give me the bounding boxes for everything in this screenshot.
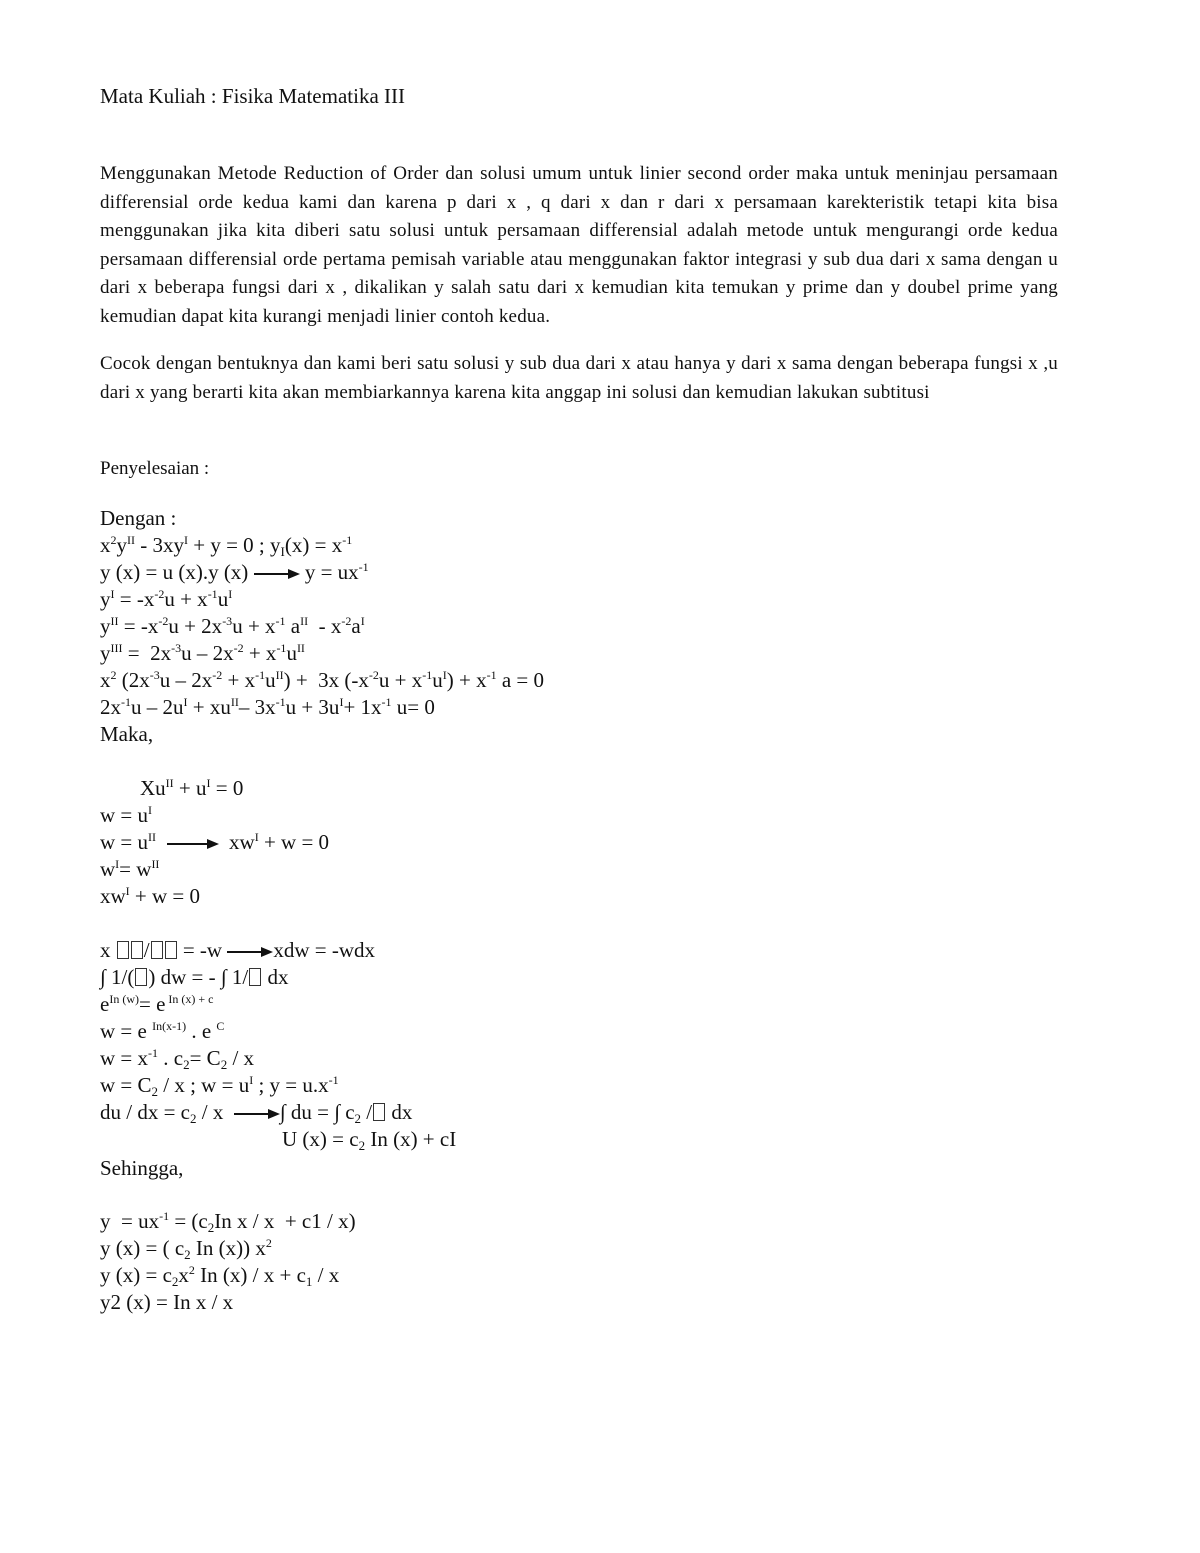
maka-label: Maka, xyxy=(100,722,154,746)
equation-line: $w = C_2 / x$ ; $w = u^I$ ; $y = u.x^{-1}$ xyxy=(100,1073,339,1099)
arrow-right-icon xyxy=(167,839,219,849)
paragraph-intro: Menggunakan Metode Reduction of Order dan solusi umum untuk linier second order maka untuk meninjau persamaan differensial orde kedua kami dan karena p dari x , q dari x dan r dari x persamaan karekteristik tetapi kita bisa menggunakan jika kita diberi satu solusi untuk persamaan differensial adalah metode untuk mengurangi orde kedua persamaan differensial orde pertama pemisah variable atau menggunakan faktor integrasi y sub dua dari x sama dengan u dari x beberapa fungsi dari x , dikalikan y salah satu dari x kemudian kita temukan y prime dan y doubel prime yang kemudian dapat kita kurangi menjadi linier contoh kedua. xyxy=(100,163,1058,327)
equation-line: x / = -w xdw = -wdx xyxy=(100,938,376,962)
equation-line: $y^I = -x^{-2}u + x^{-1}u^I$ xyxy=(100,587,233,611)
equation-line: $e^{In (w)}= e$ $^{In (x) + c}$ xyxy=(100,992,214,1016)
equation-line: y $(x) = c_2x^2$ In $(x) / x + c_1 / x$ xyxy=(100,1263,340,1289)
equation-line: $w = u^{II}$ $xw^I + w = 0$ xyxy=(100,830,330,854)
arrow-right-icon xyxy=(227,947,273,957)
equation-line: w = e $^{In(x-1)}$ . e $^C$ xyxy=(100,1019,225,1043)
equation-line: y (x) = ( $c_2$ In (x)) $x^2$ xyxy=(100,1236,272,1262)
sehingga-label: Sehingga, xyxy=(100,1156,184,1180)
equation-line: U $(x) = c_2$ In (x) + cI xyxy=(282,1127,457,1153)
equation-line: $w^I= w^{II}$ xyxy=(100,857,160,881)
equation-line: $y = ux^{-1} = (c_2In$ x / x + c1 / x) xyxy=(100,1209,356,1235)
equation-line: du / dx = $c_2$ / x ∫ du = ∫ $c_2$ / dx xyxy=(100,1100,413,1126)
equation-line: ∫ 1/( ) dw = - ∫ 1/ dx xyxy=(100,965,289,989)
equation-line: y (x) = u (x).y (x) $y = ux^{-1}$ xyxy=(100,560,369,584)
arrow-right-icon xyxy=(254,569,300,579)
equation-line: $w = u^I$ xyxy=(100,803,153,827)
equation-line: $y^{III} = 2x^{-3}u - 2x^{-2} + x^{-1}u^{II}$ xyxy=(100,641,305,665)
equation-line: y2 (x) = In x / x xyxy=(100,1290,234,1314)
equation-line: $w = x^{-1}$ . $c_2= C_2 / x$ xyxy=(100,1046,255,1072)
equation-line: $x^2y^{II} - 3xy^I + y = 0$ ; $y_I(x) = x^{-1}$ xyxy=(100,533,353,559)
penyelesaian-label: Penyelesaian : xyxy=(100,458,210,479)
equation-line: $Xu^{II} + u^I = 0$ xyxy=(140,776,244,800)
equation-line: $y^{II} = -x^{-2}u + 2x^{-3}u + x^{-1}$ $a^{II} - x^{-2}a^I$ xyxy=(100,614,365,638)
equation-line: $xw^I + w = 0$ xyxy=(100,884,201,908)
equation-line: $x^2$ $(2x^{-3}u - 2x^{-2} + x^{-1}u^{II}) + 3x$ $(-x^{-2}u + x^{-1}u^I) + x^{-1}$ a = 0 xyxy=(100,668,545,692)
course-title: Mata Kuliah : Fisika Matematika III xyxy=(100,84,406,108)
dengan-label: Dengan : xyxy=(100,506,177,530)
arrow-right-icon xyxy=(234,1109,280,1119)
paragraph-substitution: Cocok dengan bentuknya dan kami beri satu solusi y sub dua dari x atau hanya y dari x sama dengan beberapa fungsi x ,u dari x yang berarti kita akan membiarkannya karena kita anggap ini solusi dan kemudian lakukan subtitusi xyxy=(100,353,1058,403)
equation-line: $2x^{-1}u - 2u^I + xu^{II}-$ $3x^{-1}u + 3u^I+ 1x^{-1}$ u= 0 xyxy=(100,695,435,719)
